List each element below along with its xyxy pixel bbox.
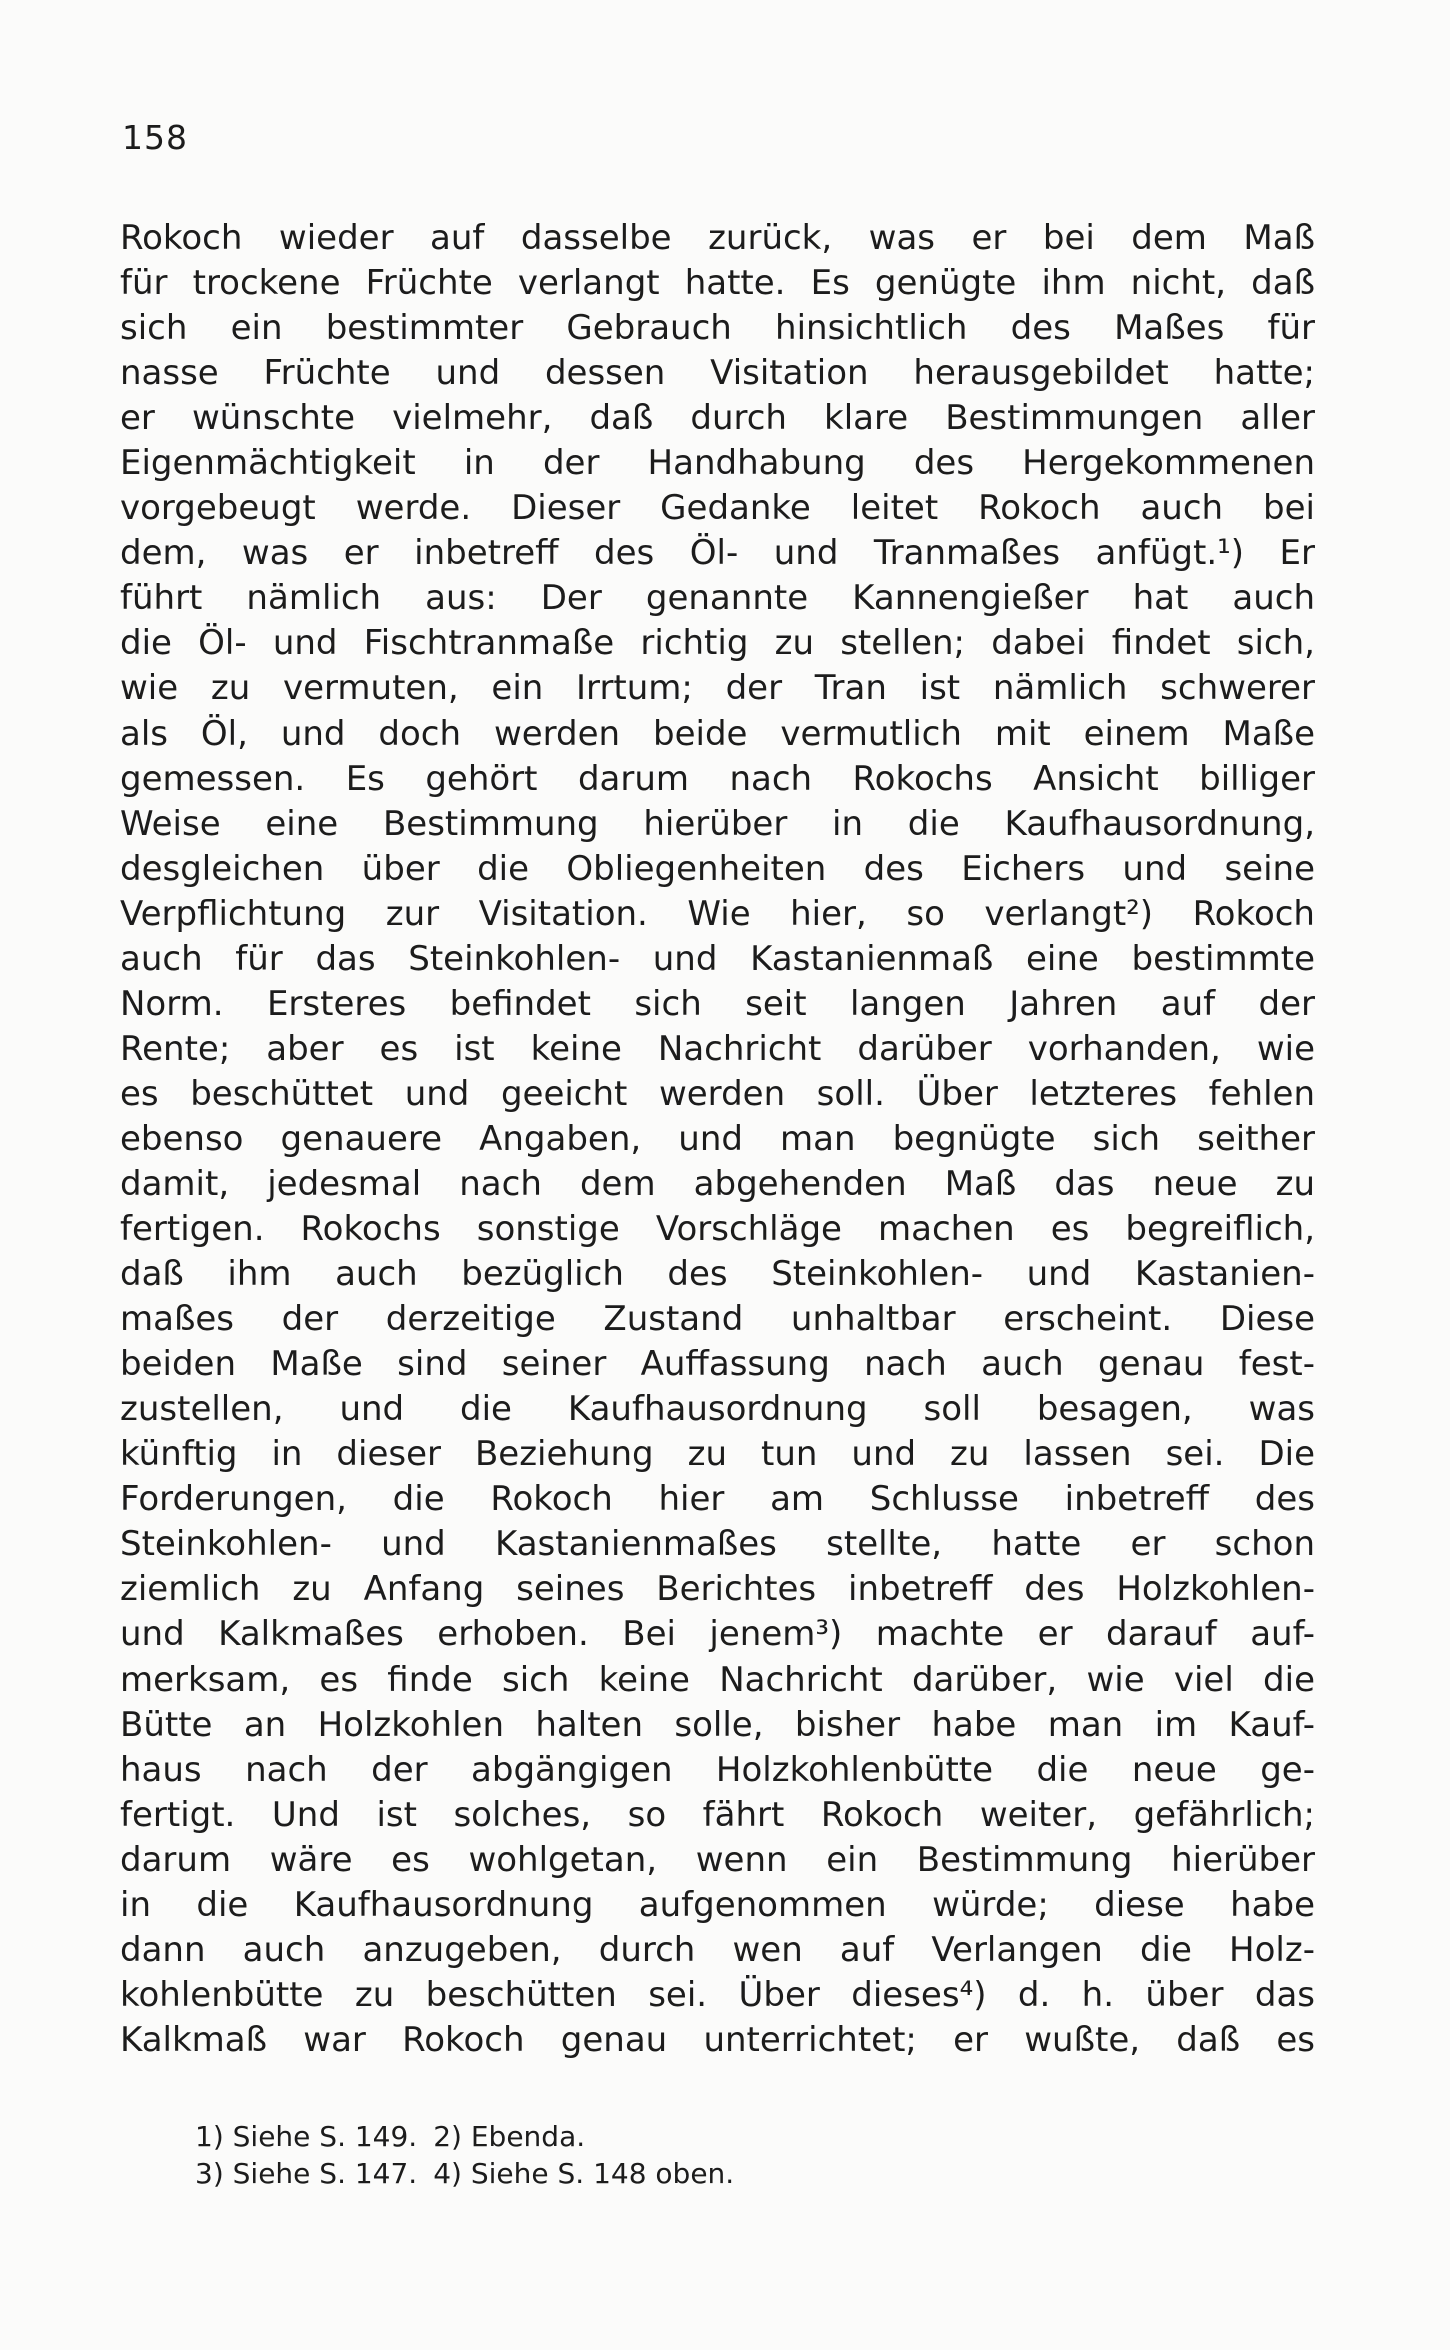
text-line: Verpflichtung zur Visitation. Wie hier, so verlangt²) Rokoch bbox=[120, 893, 1315, 934]
footnote: 2) Ebenda. bbox=[433, 2120, 586, 2153]
text-line: die Öl- und Fischtranmaße richtig zu stellen; dabei findet sich, bbox=[120, 623, 1315, 664]
footnote: 1) Siehe S. 149. bbox=[195, 2120, 418, 2153]
text-line: merksam, es finde sich keine Nachricht darüber, wie viel die bbox=[120, 1659, 1315, 1700]
text-line: Rokoch wieder auf dasselbe zurück, was er bei dem Maß bbox=[120, 218, 1315, 258]
text-line: darum wäre es wohlgetan, wenn ein Bestimmung hierüber bbox=[120, 1839, 1315, 1880]
footnote-line bbox=[195, 2118, 895, 2155]
text-line: für trockene Früchte verlangt hatte. Es genügte ihm nicht, daß bbox=[120, 263, 1315, 304]
text-line: in die Kaufhausordnung aufgenommen würde; diese habe bbox=[120, 1884, 1315, 1925]
text-line: Rente; aber es ist keine Nachricht darüber vorhanden, wie bbox=[120, 1028, 1315, 1069]
text-line: Bütte an Holzkohlen halten solle, bisher habe man im Kauf- bbox=[120, 1704, 1315, 1745]
text-line: dem, was er inbetreff des Öl- und Tranmaßes anfügt.¹) Er bbox=[120, 533, 1315, 574]
footnote: 4) Siehe S. 148 oben. bbox=[433, 2157, 735, 2190]
body-text bbox=[120, 216, 1315, 2063]
footnotes bbox=[195, 2118, 895, 2192]
text-line: nasse Früchte und dessen Visitation herausgebildet hatte; bbox=[120, 353, 1315, 394]
text-line: wie zu vermuten, ein Irrtum; der Tran ist nämlich schwerer bbox=[120, 668, 1315, 709]
text-line: dann auch anzugeben, durch wen auf Verlangen die Holz- bbox=[120, 1929, 1315, 1970]
footnote: 3) Siehe S. 147. bbox=[195, 2157, 418, 2190]
text-line: kohlenbütte zu beschütten sei. Über dieses⁴) d. h. über das bbox=[120, 1974, 1315, 2015]
text-line: maßes der derzeitige Zustand unhaltbar erscheint. Diese bbox=[120, 1299, 1315, 1340]
text-line: Steinkohlen- und Kastanienmaßes stellte, hatte er schon bbox=[120, 1524, 1315, 1565]
page-number: 158 bbox=[122, 118, 188, 157]
text-line: damit, jedesmal nach dem abgehenden Maß das neue zu bbox=[120, 1163, 1315, 1204]
text-line: fertigen. Rokochs sonstige Vorschläge machen es begreiflich, bbox=[120, 1209, 1315, 1250]
text-line: und Kalkmaßes erhoben. Bei jenem³) machte er darauf auf- bbox=[120, 1614, 1315, 1655]
text-line: es beschüttet und geeicht werden soll. Über letzteres fehlen bbox=[120, 1073, 1315, 1114]
text-line: als Öl, und doch werden beide vermutlich mit einem Maße bbox=[120, 713, 1315, 754]
text-line: künftig in dieser Beziehung zu tun und zu lassen sei. Die bbox=[120, 1434, 1315, 1475]
text-line: sich ein bestimmter Gebrauch hinsichtlich des Maßes für bbox=[120, 308, 1315, 349]
text-line: führt nämlich aus: Der genannte Kannengießer hat auch bbox=[120, 578, 1315, 619]
text-line: daß ihm auch bezüglich des Steinkohlen- und Kastanien- bbox=[120, 1254, 1315, 1295]
footnote-line bbox=[195, 2155, 895, 2192]
text-line: vorgebeugt werde. Dieser Gedanke leitet Rokoch auch bei bbox=[120, 488, 1315, 529]
text-line: auch für das Steinkohlen- und Kastanienmaß eine bestimmte bbox=[120, 938, 1315, 979]
text-line: haus nach der abgängigen Holzkohlenbütte die neue ge- bbox=[120, 1749, 1315, 1790]
text-line: fertigt. Und ist solches, so fährt Rokoch weiter, gefährlich; bbox=[120, 1794, 1315, 1835]
text-line: Weise eine Bestimmung hierüber in die Kaufhausordnung, bbox=[120, 803, 1315, 844]
text-line: Kalkmaß war Rokoch genau unterrichtet; er wußte, daß es bbox=[120, 2019, 1315, 2060]
text-line: er wünschte vielmehr, daß durch klare Bestimmungen aller bbox=[120, 398, 1315, 439]
text-line: Forderungen, die Rokoch hier am Schlusse inbetreff des bbox=[120, 1479, 1315, 1520]
text-line: gemessen. Es gehört darum nach Rokochs Ansicht billiger bbox=[120, 758, 1315, 799]
text-line: ebenso genauere Angaben, und man begnügte sich seither bbox=[120, 1118, 1315, 1159]
text-line: beiden Maße sind seiner Auffassung nach auch genau fest- bbox=[120, 1344, 1315, 1385]
text-line: Eigenmächtigkeit in der Handhabung des Hergekommenen bbox=[120, 443, 1315, 484]
text-line: Norm. Ersteres befindet sich seit langen Jahren auf der bbox=[120, 983, 1315, 1024]
text-line: zustellen, und die Kaufhausordnung soll besagen, was bbox=[120, 1389, 1315, 1430]
text-line: desgleichen über die Obliegenheiten des Eichers und seine bbox=[120, 848, 1315, 889]
text-line: ziemlich zu Anfang seines Berichtes inbetreff des Holzkohlen- bbox=[120, 1569, 1315, 1610]
